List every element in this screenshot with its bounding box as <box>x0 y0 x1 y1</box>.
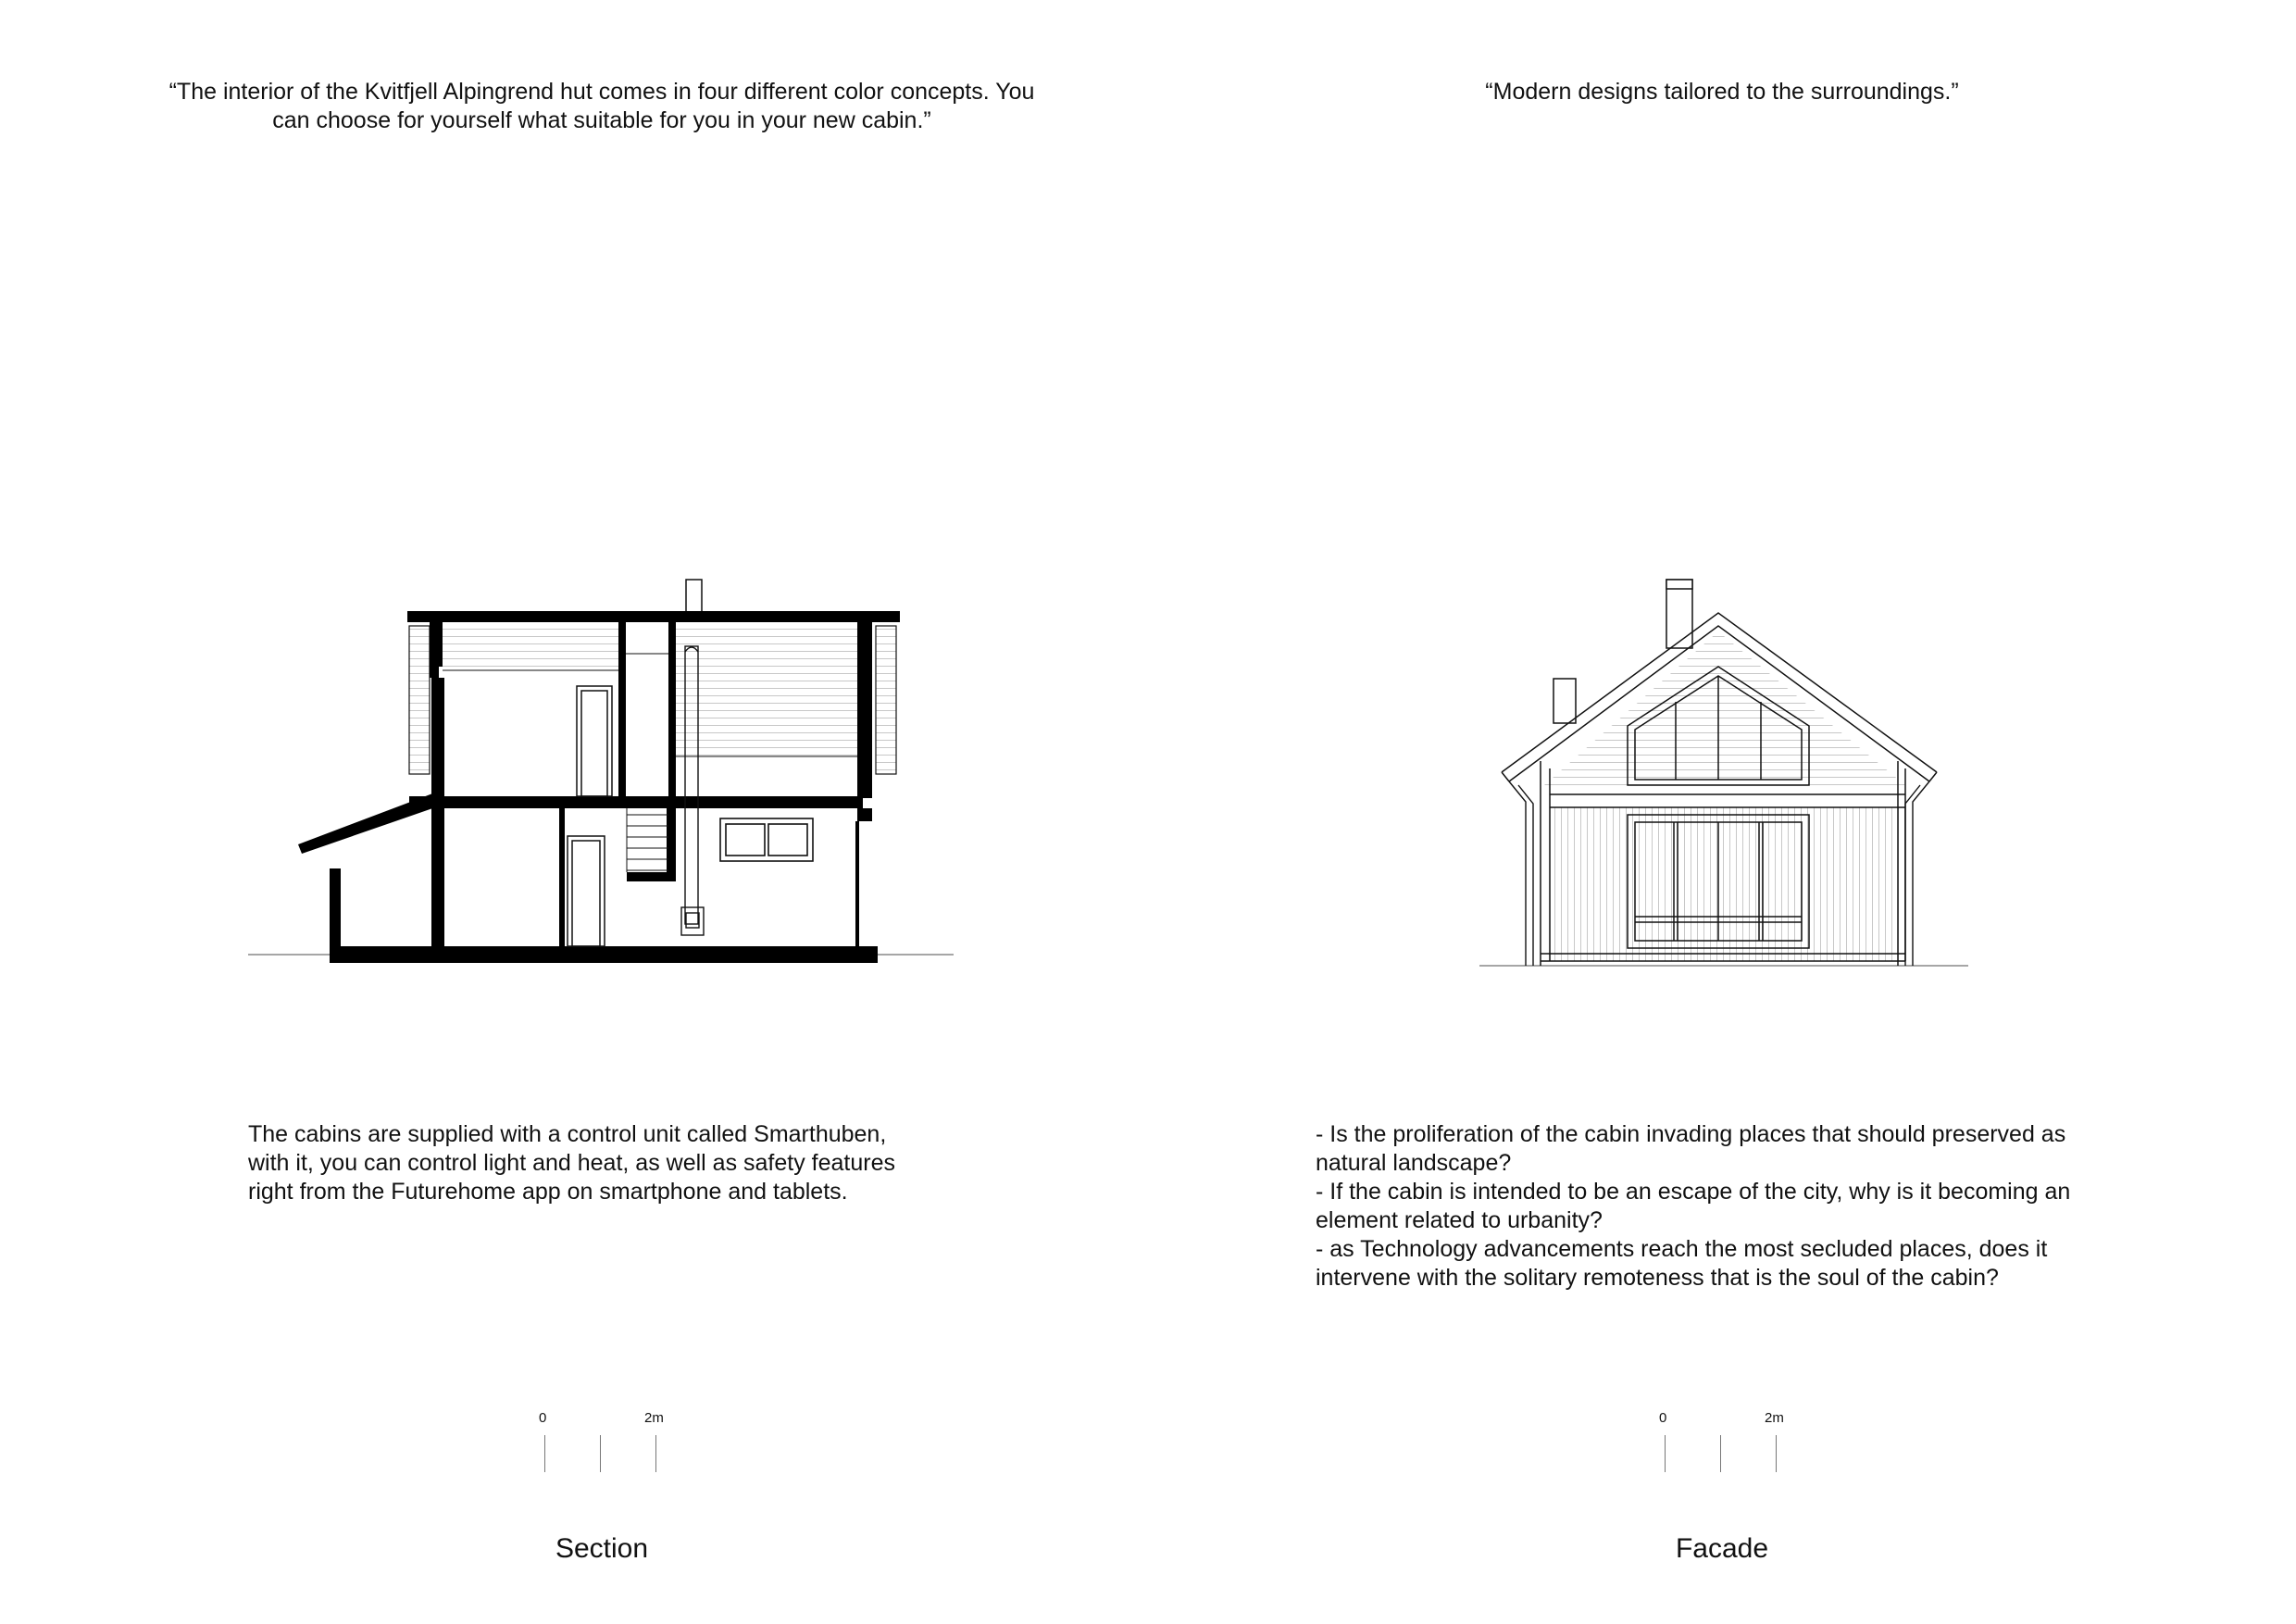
section-chimney <box>686 580 702 615</box>
section-description: The cabins are supplied with a control unit called Smarthuben, with it, you can control light and heat, as well as safety features right from the Futurehome app on smartphone and tablets. <box>248 1121 895 1205</box>
facade-caption: Facade <box>1675 1533 1769 1564</box>
left-quote: “The interior of the Kvitfjell Alpingrend hut comes in four different color concepts. You can choose for yourself what suitable for you in your new cabin.” <box>168 79 1035 133</box>
scale-tick <box>1776 1435 1777 1472</box>
facade-questions: - Is the proliferation of the cabin invading places that should preserved as natural landscape? - If the cabin is intended to be an escape of the city, why is it becoming an element related to urbanity? - as Technology advancements reach the most secluded places, does it intervene with the solitary remoteness that is the soul of the cabin? <box>1316 1121 2071 1291</box>
scale-tick <box>1720 1435 1721 1472</box>
facade-scale-bar <box>1652 1411 1800 1476</box>
scale-tick <box>600 1435 601 1472</box>
facade-gable-siding <box>1537 630 1916 787</box>
section-caption: Section <box>555 1533 649 1564</box>
scale-tick <box>1665 1435 1666 1472</box>
scale-end-label: 2m <box>644 1410 664 1426</box>
section-stairs <box>627 808 668 872</box>
scale-tick <box>544 1435 545 1472</box>
section-doors <box>568 686 612 946</box>
scale-start-label: 0 <box>539 1410 547 1426</box>
facade-drawing <box>1472 565 1990 972</box>
section-scale-bar <box>531 1411 680 1476</box>
section-drawing <box>241 565 963 972</box>
scale-tick <box>655 1435 656 1472</box>
facade-lower-siding <box>1550 807 1905 961</box>
right-quote: “Modern designs tailored to the surroundings.” <box>1485 79 1959 105</box>
section-window <box>720 818 813 861</box>
scale-start-label: 0 <box>1659 1410 1667 1426</box>
scale-end-label: 2m <box>1765 1410 1784 1426</box>
section-hatched-walls <box>409 622 896 774</box>
